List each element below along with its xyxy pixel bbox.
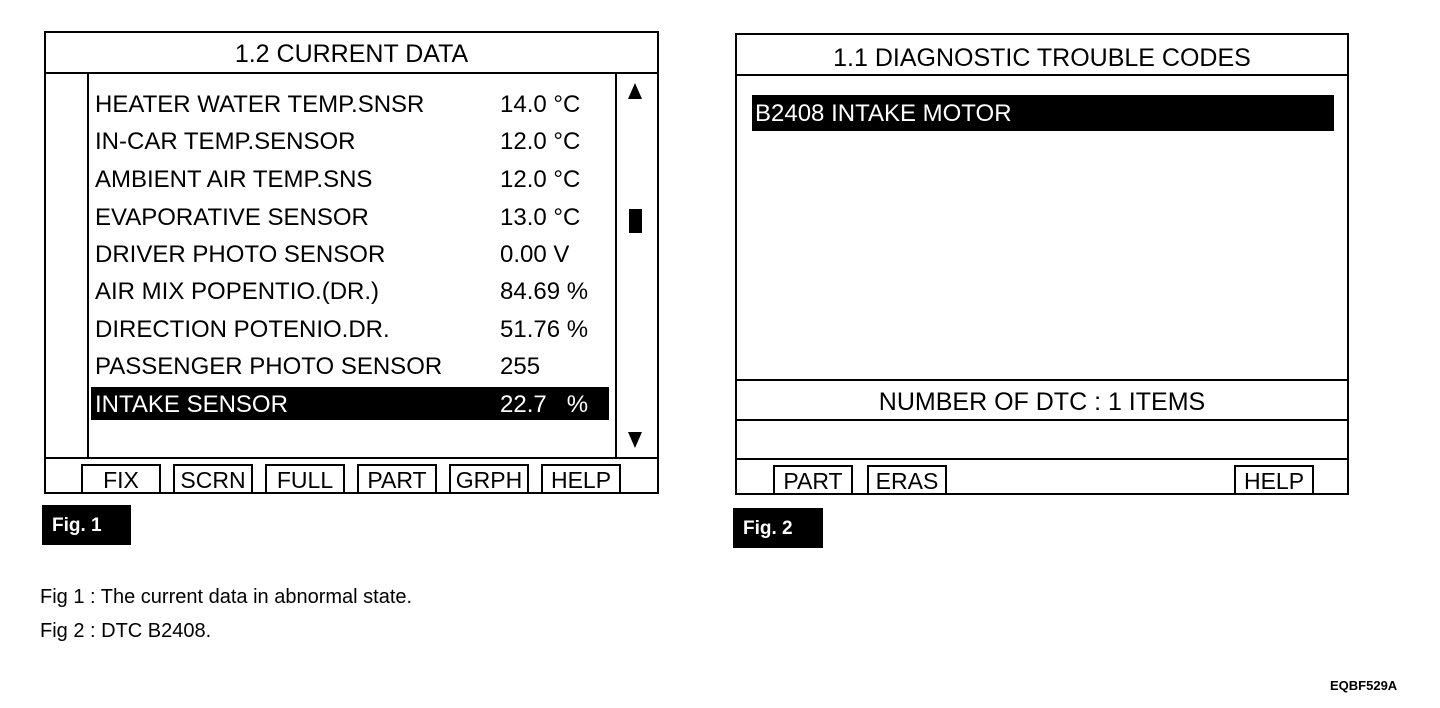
data-row-in-car-temp[interactable]	[91, 124, 609, 157]
data-row-label: EVAPORATIVE SENSOR	[95, 204, 369, 231]
data-row-value: 12.0 °C	[500, 166, 581, 193]
dtc-count-status: NUMBER OF DTC : 1 ITEMS	[737, 379, 1347, 421]
data-row-label: AIR MIX POPENTIO.(DR.)	[95, 278, 380, 305]
grph-button[interactable]: GRPH	[449, 464, 529, 492]
caption-fig1: Fig 1 : The current data in abnormal state.	[40, 586, 413, 608]
data-row-label: IN-CAR TEMP.SENSOR	[95, 128, 356, 155]
data-row-label: DRIVER PHOTO SENSOR	[95, 241, 386, 268]
dtc-screen	[735, 33, 1349, 495]
data-row-value: 22.7 %	[500, 391, 589, 418]
dtc-title: 1.1 DIAGNOSTIC TROUBLE CODES	[737, 35, 1347, 76]
fig2-tag: Fig. 2	[733, 508, 823, 548]
dtc-list-item[interactable]	[752, 95, 1334, 131]
data-row-heater-water-temp[interactable]	[91, 87, 609, 120]
data-row-value: 13.0 °C	[500, 204, 581, 231]
data-row-label: PASSENGER PHOTO SENSOR	[95, 353, 443, 380]
help-button[interactable]: HELP	[1234, 465, 1314, 493]
data-row-evaporative-sensor[interactable]	[91, 200, 609, 233]
scrn-button[interactable]: SCRN	[173, 464, 253, 492]
softkey-bar	[46, 457, 657, 492]
fig1-tag: Fig. 1	[42, 505, 131, 545]
data-row-passenger-photo-sensor[interactable]	[91, 349, 609, 382]
data-row-value: 12.0 °C	[500, 128, 581, 155]
current-data-screen	[44, 31, 659, 494]
caption-fig2: Fig 2 : DTC B2408.	[40, 620, 212, 642]
dtc-item-label: B2408 INTAKE MOTOR	[755, 100, 1012, 127]
data-row-label: INTAKE SENSOR	[95, 391, 288, 418]
part-button[interactable]: PART	[357, 464, 437, 492]
scrollbar-thumb[interactable]	[629, 209, 642, 233]
data-row-direction-potenio[interactable]	[91, 312, 609, 345]
data-row-value: 255	[500, 353, 541, 380]
help-button[interactable]: HELP	[541, 464, 621, 492]
scroll-down-arrow-icon[interactable]	[628, 432, 642, 448]
figure-code: EQBF529A	[1330, 678, 1398, 693]
data-row-value: 84.69 %	[500, 278, 589, 305]
data-row-label: AMBIENT AIR TEMP.SNS	[95, 166, 373, 193]
data-row-value: 51.76 %	[500, 316, 589, 343]
data-row-value: 14.0 °C	[500, 91, 581, 118]
part-button[interactable]: PART	[773, 465, 853, 493]
data-row-ambient-air-temp[interactable]	[91, 162, 609, 195]
data-row-air-mix-potentio[interactable]	[91, 274, 609, 307]
fix-button[interactable]: FIX	[81, 464, 161, 492]
eras-button[interactable]: ERAS	[867, 465, 947, 493]
current-data-title: 1.2 CURRENT DATA	[46, 33, 657, 74]
data-row-label: DIRECTION POTENIO.DR.	[95, 316, 390, 343]
scroll-up-arrow-icon[interactable]	[628, 83, 642, 99]
full-button[interactable]: FULL	[265, 464, 345, 492]
data-row-label: HEATER WATER TEMP.SNSR	[95, 91, 425, 118]
softkey-bar	[737, 458, 1347, 493]
data-row-driver-photo-sensor[interactable]	[91, 237, 609, 270]
data-row-value: 0.00 V	[500, 241, 570, 268]
data-row-intake-sensor[interactable]	[91, 387, 609, 420]
